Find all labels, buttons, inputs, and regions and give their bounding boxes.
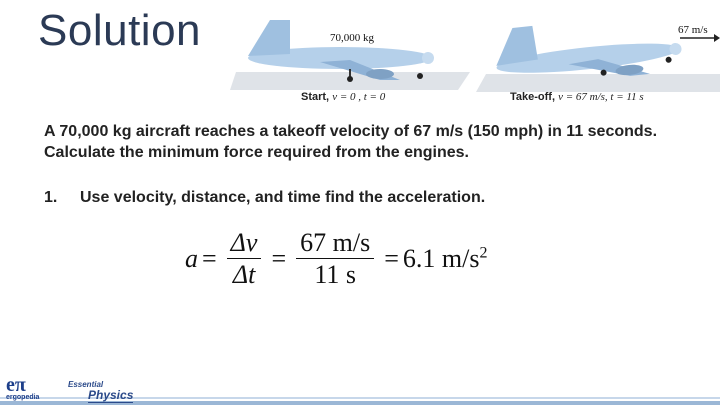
equation-equals-2: = bbox=[271, 244, 287, 273]
series-label-small: Essential bbox=[68, 380, 104, 389]
fraction-delta-numerator: Δv bbox=[227, 228, 262, 259]
step-text: Use velocity, distance, and time find the acceleration. bbox=[80, 189, 486, 206]
equation-result-exponent: 2 bbox=[479, 244, 488, 262]
fraction-delta bbox=[227, 228, 262, 291]
equation-equals-1: = bbox=[202, 244, 217, 273]
takeoff-caption bbox=[510, 91, 644, 103]
equation-equals-3: = bbox=[384, 244, 399, 273]
start-caption-label: Start, bbox=[301, 91, 330, 103]
equation-result-value: 6.1 m/s bbox=[402, 244, 480, 273]
equation-lhs: a bbox=[185, 244, 198, 273]
takeoff-caption-label: Take-off, bbox=[510, 91, 556, 103]
fraction-values bbox=[296, 228, 374, 291]
ergopedia-logo-icon: eπ bbox=[6, 374, 26, 396]
velocity-label: 67 m/s bbox=[678, 24, 708, 36]
acceleration-equation bbox=[185, 226, 487, 292]
ergopedia-logo-text: ergopedia bbox=[6, 394, 40, 401]
fraction-values-denominator: 11 s bbox=[314, 259, 357, 289]
fraction-delta-denominator: Δt bbox=[232, 259, 256, 289]
start-caption bbox=[301, 91, 385, 103]
page-title: Solution bbox=[38, 6, 202, 55]
problem-statement: A 70,000 kg aircraft reaches a takeoff velocity of 67 m/s (150 mph) in 11 seconds. Calculate the minimum force required from the engines. bbox=[44, 123, 658, 161]
equation-result bbox=[403, 244, 488, 274]
step-number: 1. bbox=[44, 189, 58, 206]
runway-takeoff bbox=[476, 74, 720, 92]
start-caption-values: v = 0 , t = 0 bbox=[332, 91, 386, 103]
fraction-values-numerator: 67 m/s bbox=[296, 228, 374, 259]
takeoff-caption-values: v = 67 m/s, t = 11 s bbox=[558, 91, 644, 103]
mass-label: 70,000 kg bbox=[330, 32, 374, 44]
series-label-big: Physics bbox=[88, 388, 134, 402]
